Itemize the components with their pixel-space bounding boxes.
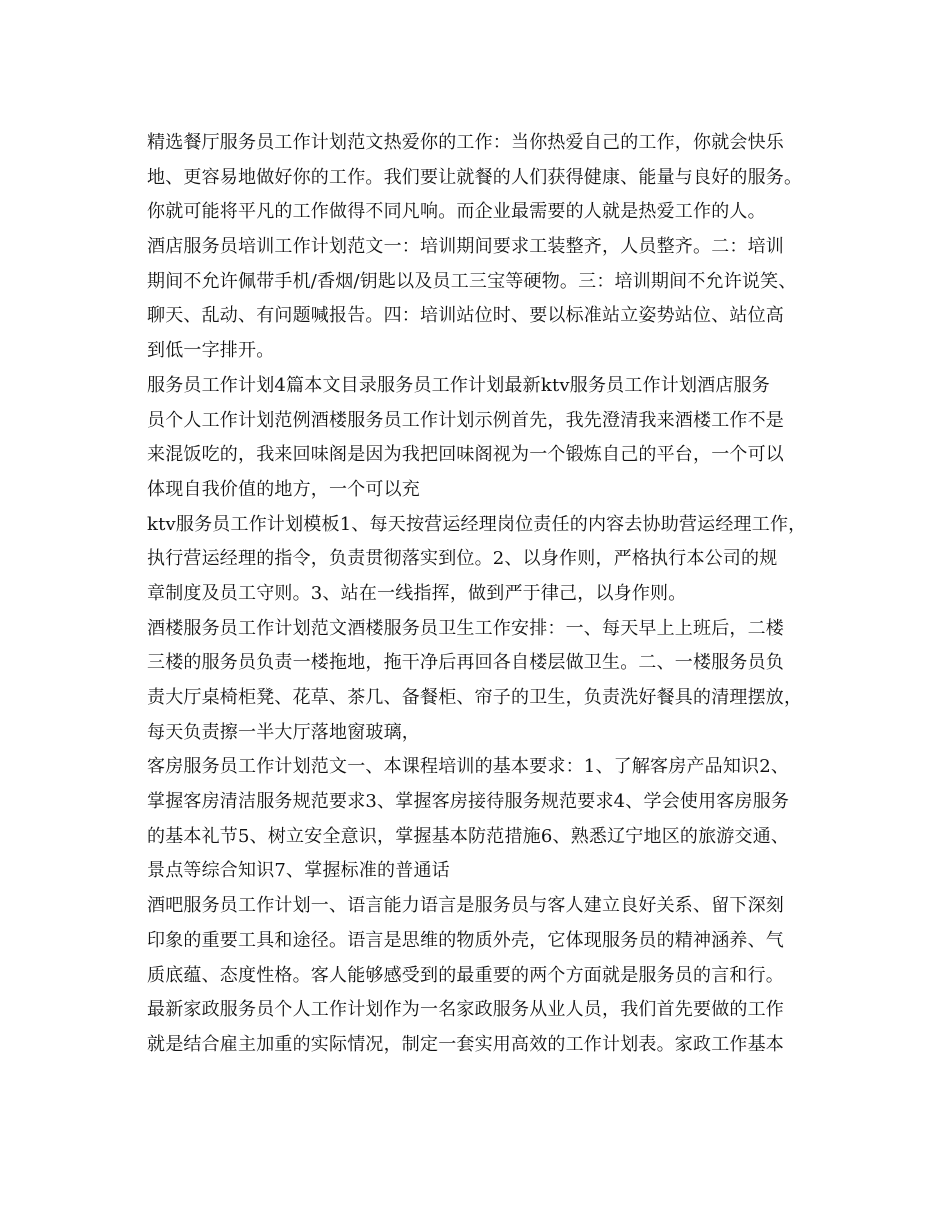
text-line: 客房服务员工作计划范文一、本课程培训的基本要求：1、了解客房产品知识2、: [147, 756, 790, 778]
text-line: 服务员工作计划4篇本文目录服务员工作计划最新ktv服务员工作计划酒店服务: [147, 374, 770, 396]
text-line: 每天负责擦一半大厅落地窗玻璃，: [147, 721, 420, 743]
text-line: 体现自我价值的地方，一个可以充: [147, 478, 420, 500]
text-line: 你就可能将平凡的工作做得不同凡响。而企业最需要的人就是热爱工作的人。: [147, 201, 766, 223]
text-line: 执行营运经理的指令，负责贯彻落实到位。2、以身作则，严格执行本公司的规: [147, 548, 778, 570]
text-line: 章制度及员工守则。3、站在一线指挥，做到严于律己，以身作则。: [147, 582, 687, 604]
text-line: 地、更容易地做好你的工作。我们要让就餐的人们获得健康、能量与良好的服务。: [147, 166, 803, 188]
text-line: 掌握客房清洁服务规范要求3、掌握客房接待服务规范要求4、学会使用客房服务: [147, 791, 790, 813]
text-line: 员个人工作计划范例酒楼服务员工作计划示例首先，我先澄清我来酒楼工作不是: [147, 409, 784, 431]
text-line: 来混饭吃的，我来回味阁是因为我把回味阁视为一个锻炼自己的平台，一个可以: [147, 444, 784, 466]
text-line: 酒吧服务员工作计划一、语言能力语言是服务员与客人建立良好关系、留下深刻: [147, 895, 784, 917]
text-line: ktv服务员工作计划模板1、每天按营运经理岗位责任的内容去协助营运经理工作，: [147, 513, 807, 535]
text-line: 三楼的服务员负责一楼拖地，拖干净后再回各自楼层做卫生。二、一楼服务员负: [147, 652, 784, 674]
text-line: 印象的重要工具和途径。语言是思维的物质外壳，它体现服务员的精神涵养、气: [147, 929, 784, 951]
document-body: [147, 126, 827, 1063]
text-line: 期间不允许佩带手机/香烟/钥匙以及员工三宝等硬物。三：培训期间不允许说笑、: [147, 270, 797, 292]
text-line: 精选餐厅服务员工作计划范文热爱你的工作：当你热爱自己的工作，你就会快乐: [147, 132, 784, 153]
text-line: 就是结合雇主加重的实际情况，制定一套实用高效的工作计划表。家政工作基本: [147, 1033, 784, 1055]
text-line: 责大厅桌椅柜凳、花草、茶几、备餐柜、帘子的卫生，负责洗好餐具的清理摆放，: [147, 687, 803, 708]
text-line: 到低一字排开。: [147, 340, 275, 362]
text-line: 的基本礼节5、树立安全意识，掌握基本防范措施6、熟悉辽宁地区的旅游交通、: [147, 825, 790, 847]
text-line: 聊天、乱动、有问题喊报告。四：培训站位时、要以标准站立姿势站位、站位高: [147, 305, 784, 327]
text-line: 酒店服务员培训工作计划范文一：培训期间要求工装整齐，人员整齐。二：培训: [147, 236, 784, 258]
text-line: 酒楼服务员工作计划范文酒楼服务员卫生工作安排：一、每天早上上班后，二楼: [147, 617, 784, 639]
text-line: 最新家政服务员个人工作计划作为一名家政服务从业人员，我们首先要做的工作: [147, 999, 784, 1021]
text-line: 质底蕴、态度性格。客人能够感受到的最重要的两个方面就是服务员的言和行。: [147, 964, 784, 986]
text-line: 景点等综合知识7、掌握标准的普通话: [147, 860, 450, 882]
